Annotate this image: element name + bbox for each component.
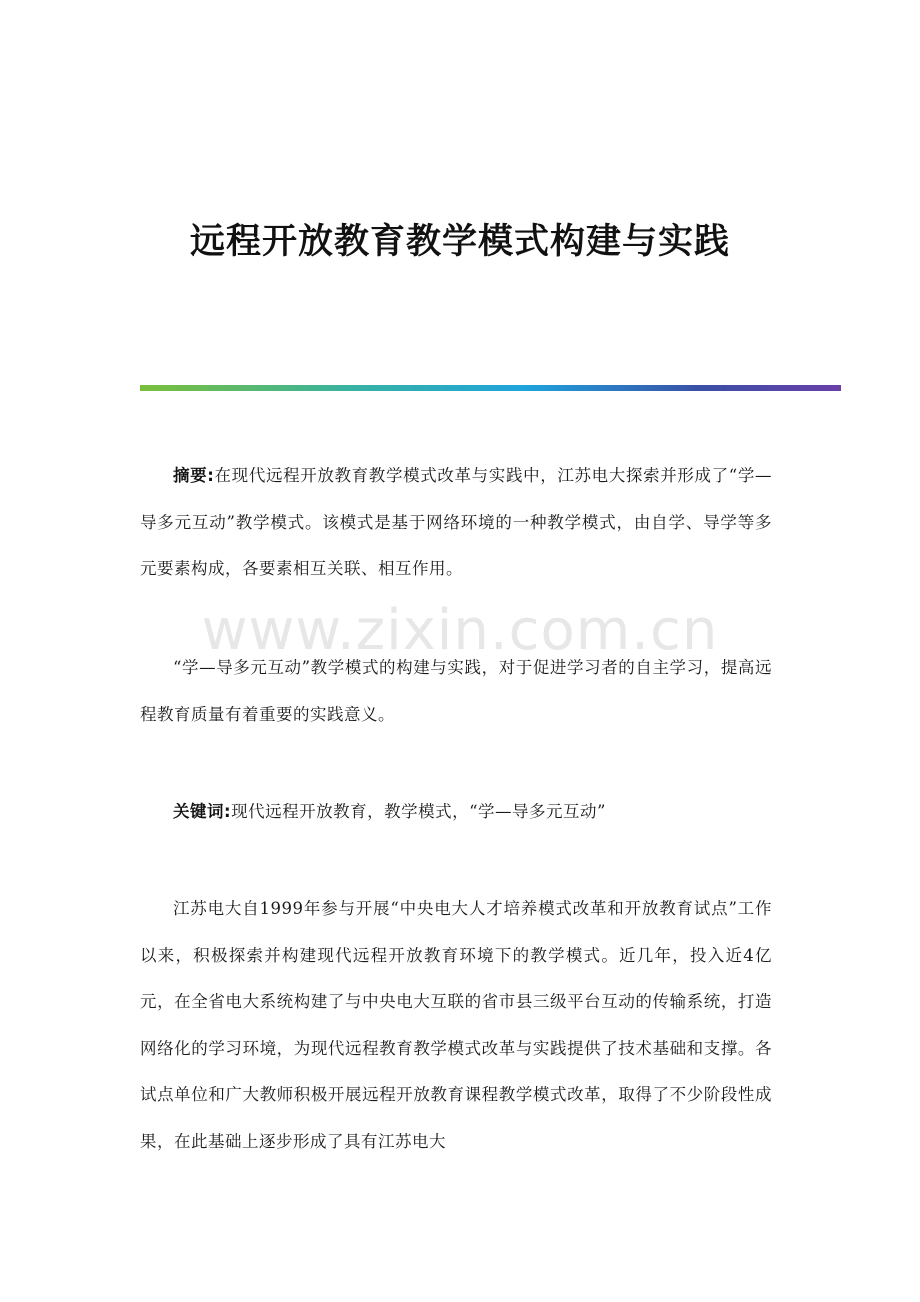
keywords-label: 关键词: <box>173 802 232 821</box>
keywords-text: 现代远程开放教育，教学模式，“学—导多元互动” <box>231 802 606 821</box>
title-divider <box>140 385 841 391</box>
abstract-text: 在现代远程开放教育教学模式改革与实践中，江苏电大探索并形成了“学—导多元互动”教学模式。该模式是基于网络环境的一种教学模式，由自学、导学等多元要素构成，各要素相互关联、相互作用。 <box>140 466 772 578</box>
abstract-label: 摘要: <box>173 466 215 485</box>
abstract-paragraph <box>140 453 772 593</box>
body-paragraph: 江苏电大自1999年参与开展“中央电大人才培养模式改革和开放教育试点”工作以来，积极探索并构建现代远程开放教育环境下的教学模式。近几年，投入近4亿元，在全省电大系统构建了与中央电大互联的省市县三级平台互动的传输系统，打造网络化的学习环境，为现代远程教育教学模式改革与实践提供了技术基础和支撑。各试点单位和广大教师积极开展远程开放教育课程教学模式改革，取得了不少阶段性成果，在此基础上逐步形成了具有江苏电大 <box>140 899 772 1151</box>
document-title: 远程开放教育教学模式构建与实践 <box>189 221 730 262</box>
significance-paragraph: “学—导多元互动”教学模式的构建与实践，对于促进学习者的自主学习，提高远程教育质量有着重要的实践意义。 <box>140 658 772 724</box>
watermark: www.zixin.com.cn <box>201 598 719 663</box>
keywords-paragraph <box>140 789 772 836</box>
